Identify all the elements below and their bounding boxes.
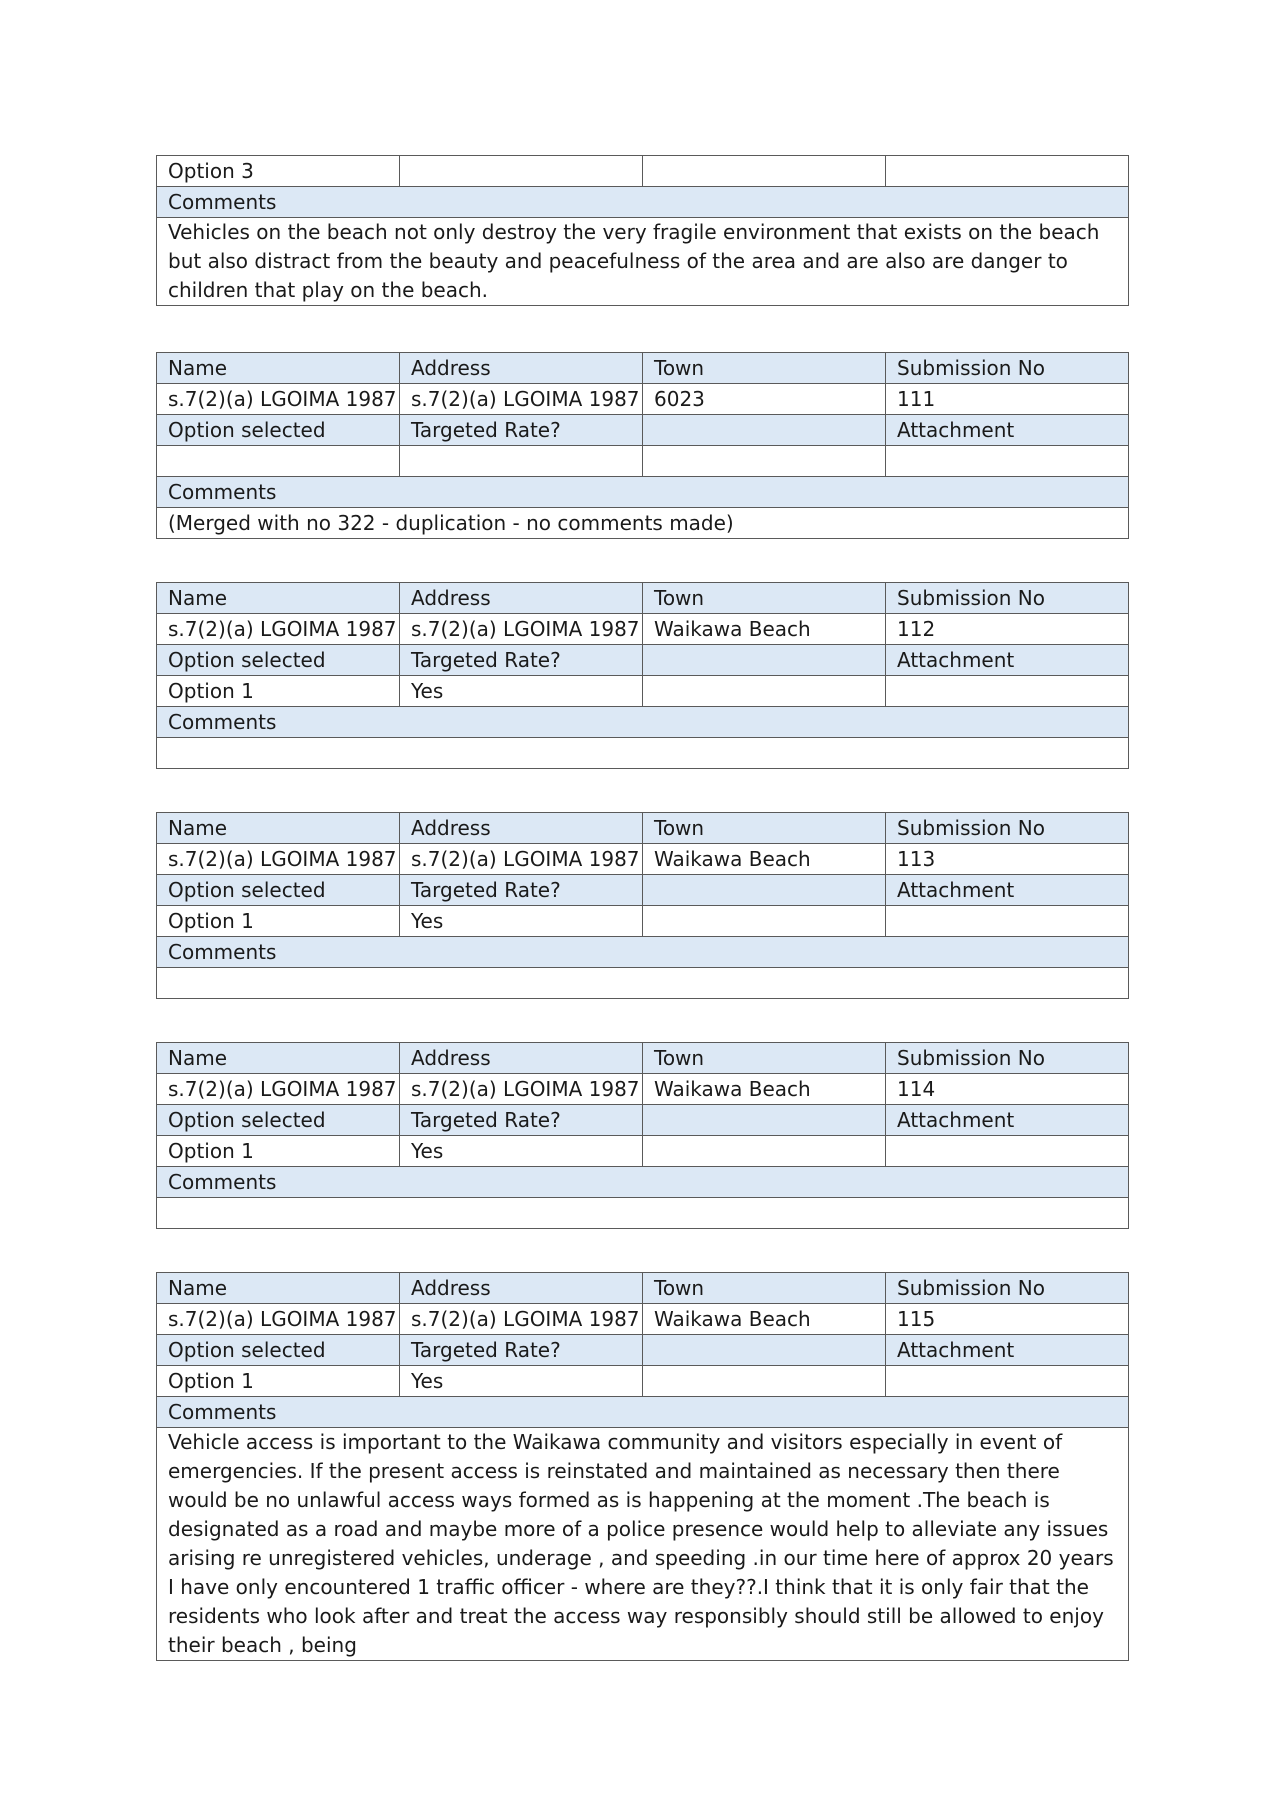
- targeted-rate-value: Yes: [400, 676, 643, 707]
- comment-text: [157, 1198, 1129, 1229]
- targeted-rate-value: Yes: [400, 1366, 643, 1397]
- address-value: s.7(2)(a) LGOIMA 1987: [400, 614, 643, 645]
- targeted-rate-label: Targeted Rate?: [400, 1105, 643, 1136]
- name-label: Name: [157, 1273, 400, 1304]
- targeted-rate-value: Yes: [400, 906, 643, 937]
- option-header-row: [157, 1105, 1129, 1136]
- comments-header-row: [157, 937, 1129, 968]
- comment-text: [157, 738, 1129, 769]
- header-row: [157, 1043, 1129, 1074]
- town-label: Town: [643, 353, 886, 384]
- targeted-rate-label: Targeted Rate?: [400, 875, 643, 906]
- option-header-row: [157, 645, 1129, 676]
- comments-row: [157, 1428, 1129, 1661]
- option-selected-label: Option selected: [157, 875, 400, 906]
- submission-table: [156, 582, 1129, 769]
- comments-label: Comments: [157, 1167, 1129, 1198]
- address-label: Address: [400, 813, 643, 844]
- option-header-row: [157, 415, 1129, 446]
- address-label: Address: [400, 583, 643, 614]
- name-value: s.7(2)(a) LGOIMA 1987: [157, 844, 400, 875]
- targeted-rate-value: Yes: [400, 1136, 643, 1167]
- option-selected-label: Option selected: [157, 415, 400, 446]
- option-values-row: [157, 1136, 1129, 1167]
- header-row: [157, 1273, 1129, 1304]
- name-label: Name: [157, 813, 400, 844]
- option-header-row: [157, 1335, 1129, 1366]
- option-selected-label: Option selected: [157, 1105, 400, 1136]
- name-label: Name: [157, 353, 400, 384]
- submission-no-label: Submission No: [886, 1043, 1129, 1074]
- comments-label: Comments: [157, 1397, 1129, 1428]
- address-label: Address: [400, 353, 643, 384]
- attachment-label: Attachment: [886, 1105, 1129, 1136]
- comment-text: (Merged with no 322 - duplication - no comments made): [157, 508, 1129, 539]
- option-header-row: [157, 875, 1129, 906]
- option-value: Option 1: [157, 1136, 400, 1167]
- option-row: [157, 156, 1129, 187]
- comment-text: Vehicle access is important to the Waikawa community and visitors especially in event of emergencies. If the present access is reinstated and maintained as necessary then there would be no unlawful access ways formed as is happening at the moment .The beach is designated as a road and maybe more of a police presence would help to alleviate any issues arising re unregistered vehicles, underage , and speeding .in our time here of approx 20 years I have only encountered 1 traffic officer - where are they??.I think that it is only fair that the residents who look after and treat the access way responsibly should still be allowed to enjoy their beach , being: [157, 1428, 1129, 1661]
- option-values-row: [157, 1366, 1129, 1397]
- submission-no-value: 112: [886, 614, 1129, 645]
- submission-table: [156, 1042, 1129, 1229]
- comments-label: Comments: [157, 477, 1129, 508]
- submission-no-label: Submission No: [886, 583, 1129, 614]
- submission-no-label: Submission No: [886, 813, 1129, 844]
- submission-no-value: 111: [886, 384, 1129, 415]
- header-row: [157, 813, 1129, 844]
- attachment-label: Attachment: [886, 645, 1129, 676]
- submission-no-value: 113: [886, 844, 1129, 875]
- comments-row: [157, 508, 1129, 539]
- values-row: [157, 1304, 1129, 1335]
- option-selected-label: Option selected: [157, 645, 400, 676]
- address-label: Address: [400, 1043, 643, 1074]
- targeted-rate-label: Targeted Rate?: [400, 645, 643, 676]
- header-row: [157, 583, 1129, 614]
- town-value: Waikawa Beach: [643, 1304, 886, 1335]
- submission-table: [156, 1272, 1129, 1661]
- option-value: [157, 446, 400, 477]
- option-values-row: [157, 446, 1129, 477]
- submission-table-partial: [156, 155, 1129, 306]
- values-row: [157, 1074, 1129, 1105]
- name-value: s.7(2)(a) LGOIMA 1987: [157, 614, 400, 645]
- option-value: Option 1: [157, 906, 400, 937]
- targeted-rate-value: [400, 446, 643, 477]
- submission-table: [156, 812, 1129, 999]
- comments-row: [157, 1198, 1129, 1229]
- values-row: [157, 384, 1129, 415]
- address-value: s.7(2)(a) LGOIMA 1987: [400, 844, 643, 875]
- town-label: Town: [643, 813, 886, 844]
- name-label: Name: [157, 583, 400, 614]
- option-value: Option 3: [157, 156, 400, 187]
- town-value: Waikawa Beach: [643, 614, 886, 645]
- attachment-label: Attachment: [886, 1335, 1129, 1366]
- name-value: s.7(2)(a) LGOIMA 1987: [157, 1074, 400, 1105]
- address-value: s.7(2)(a) LGOIMA 1987: [400, 1074, 643, 1105]
- town-label: Town: [643, 1043, 886, 1074]
- option-values-row: [157, 676, 1129, 707]
- comments-label: Comments: [157, 937, 1129, 968]
- comments-header-row: [157, 1167, 1129, 1198]
- comments-header-row: [157, 477, 1129, 508]
- comments-label: Comments: [157, 707, 1129, 738]
- targeted-rate-label: Targeted Rate?: [400, 415, 643, 446]
- submission-no-label: Submission No: [886, 353, 1129, 384]
- address-label: Address: [400, 1273, 643, 1304]
- address-value: s.7(2)(a) LGOIMA 1987: [400, 1304, 643, 1335]
- submission-no-value: 115: [886, 1304, 1129, 1335]
- attachment-label: Attachment: [886, 875, 1129, 906]
- town-label: Town: [643, 583, 886, 614]
- submission-no-label: Submission No: [886, 1273, 1129, 1304]
- option-value: Option 1: [157, 1366, 400, 1397]
- comment-text: [157, 968, 1129, 999]
- targeted-rate-label: Targeted Rate?: [400, 1335, 643, 1366]
- name-value: s.7(2)(a) LGOIMA 1987: [157, 384, 400, 415]
- values-row: [157, 614, 1129, 645]
- comments-header-row: [157, 707, 1129, 738]
- town-value: Waikawa Beach: [643, 844, 886, 875]
- town-value: 6023: [643, 384, 886, 415]
- town-value: Waikawa Beach: [643, 1074, 886, 1105]
- submission-table: [156, 352, 1129, 539]
- comments-header-row: [157, 187, 1129, 218]
- name-label: Name: [157, 1043, 400, 1074]
- option-value: Option 1: [157, 676, 400, 707]
- comment-text: Vehicles on the beach not only destroy the very fragile environment that exists on the beach but also distract from the beauty and peacefulness of the area and are also are danger to children that play on the beach.: [157, 218, 1129, 306]
- attachment-label: Attachment: [886, 415, 1129, 446]
- comments-label: Comments: [157, 187, 1129, 218]
- comments-row: [157, 218, 1129, 306]
- comments-row: [157, 738, 1129, 769]
- comments-header-row: [157, 1397, 1129, 1428]
- submission-no-value: 114: [886, 1074, 1129, 1105]
- comments-row: [157, 968, 1129, 999]
- option-selected-label: Option selected: [157, 1335, 400, 1366]
- option-values-row: [157, 906, 1129, 937]
- header-row: [157, 353, 1129, 384]
- name-value: s.7(2)(a) LGOIMA 1987: [157, 1304, 400, 1335]
- address-value: s.7(2)(a) LGOIMA 1987: [400, 384, 643, 415]
- values-row: [157, 844, 1129, 875]
- town-label: Town: [643, 1273, 886, 1304]
